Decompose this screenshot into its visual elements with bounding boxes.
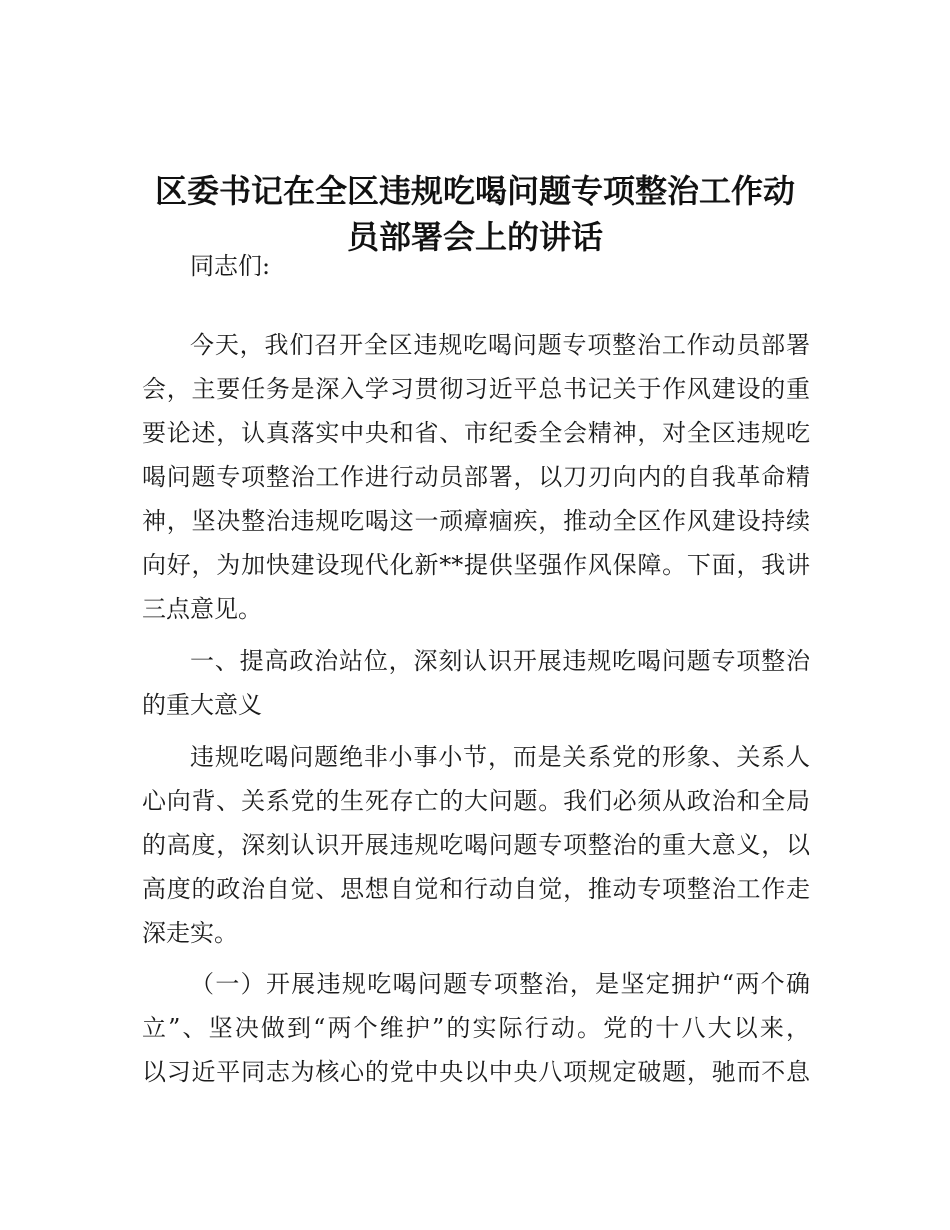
paragraph-4-line-2: 立”、坚决做到“两个维护”的实际行动。党的十八大以来，	[142, 1014, 810, 1042]
paragraph-3-line-5: 深走实。	[142, 919, 238, 947]
paragraph-3-line-2: 心向背、关系党的生死存亡的大问题。我们必须从政治和全局	[142, 787, 810, 815]
paragraph-4-line-1: （一）开展违规吃喝问题专项整治，是坚定拥护“两个确	[190, 970, 810, 998]
paragraph-1-line-7: 三点意见。	[142, 595, 262, 623]
paragraph-1-line-1: 今天，我们召开全区违规吃喝问题专项整治工作动员部署	[190, 331, 810, 359]
document-title-line-2: 员部署会上的讲话	[346, 218, 603, 256]
salutation: 同志们:	[190, 252, 271, 280]
section-heading-line-2: 的重大意义	[142, 691, 262, 719]
paragraph-1-line-2: 会，主要任务是深入学习贯彻习近平总书记关于作风建设的重	[142, 375, 810, 403]
section-heading-line-1: 一、提高政治站位，深刻认识开展违规吃喝问题专项整治	[190, 647, 810, 675]
paragraph-1-line-5: 神，坚决整治违规吃喝这一顽瘴痼疾，推动全区作风建设持续	[142, 507, 810, 535]
paragraph-3-line-1: 违规吃喝问题绝非小事小节，而是关系党的形象、关系人	[190, 743, 810, 771]
paragraph-3-line-3: 的高度，深刻认识开展违规吃喝问题专项整治的重大意义，以	[142, 831, 810, 859]
paragraph-3-line-4: 高度的政治自觉、思想自觉和行动自觉，推动专项整治工作走	[142, 875, 810, 903]
paragraph-1-line-6: 向好，为加快建设现代化新**提供坚强作风保障。下面，我讲	[142, 551, 810, 579]
document-title-line-1: 区委书记在全区违规吃喝问题专项整治工作动	[154, 172, 795, 210]
paragraph-1-line-4: 喝问题专项整治工作进行动员部署，以刀刃向内的自我革命精	[142, 463, 810, 491]
paragraph-1-line-3: 要论述，认真落实中央和省、市纪委全会精神，对全区违规吃	[142, 419, 810, 447]
paragraph-4-line-3: 以习近平同志为核心的党中央以中央八项规定破题，驰而不息	[142, 1058, 810, 1086]
